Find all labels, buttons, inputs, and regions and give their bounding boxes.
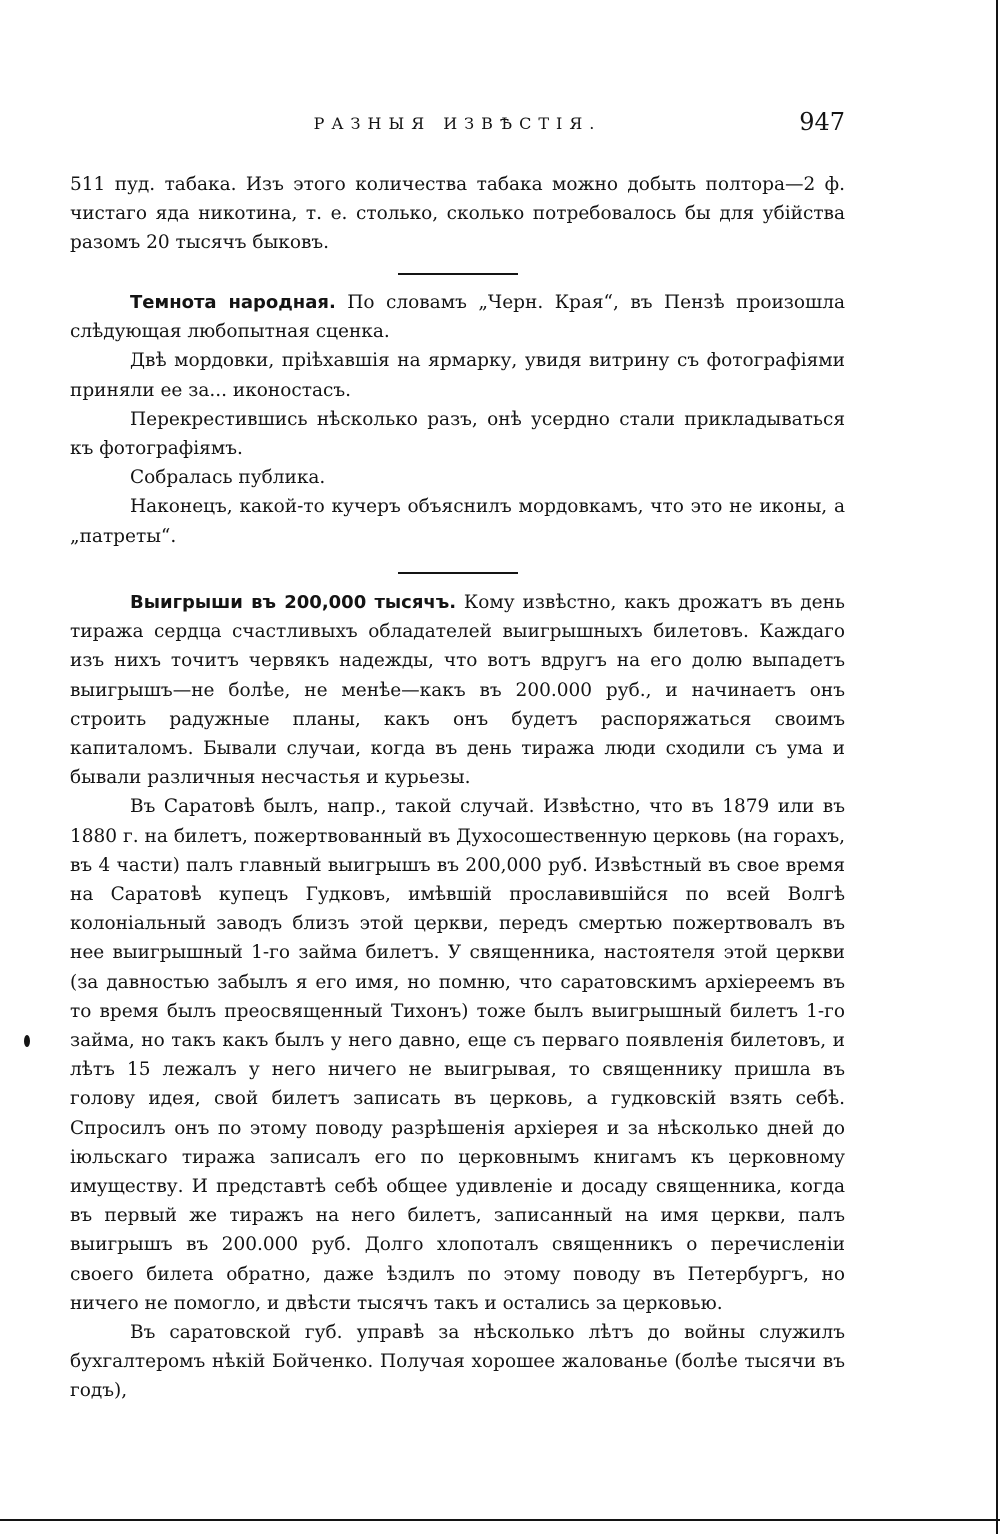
scan-right-edge (996, 0, 998, 1534)
article-winnings (70, 588, 845, 1406)
article-darkness-p3: Перекрестившись нѣсколько разъ, онѣ усердно стали прикладываться къ фотографіямъ. (70, 408, 845, 460)
separator-1-wrap (70, 273, 845, 275)
article-darkness-p5: Наконецъ, какой-то кучеръ объяснилъ мордовкамъ, что это не иконы, а „патреты“. (70, 496, 845, 547)
section-separator (398, 572, 518, 574)
separator-2-wrap (70, 572, 845, 574)
intro-block (70, 170, 845, 258)
page-header (70, 108, 845, 138)
article-darkness (70, 288, 845, 551)
article-darkness-p1-text: По словамъ „Черн. Края“, въ Пензѣ произошла слѣдующая любопытная сценка. (70, 292, 845, 343)
article-winnings-p1-text: Кому извѣстно, какъ дрожатъ въ день тиража сердца счастливыхъ обладателей выигрышныхъ билетовъ. Каждаго изъ нихъ точитъ червякъ надежды, что вотъ вдругъ на его долю выпадетъ выигрышъ—не болѣе, не менѣе—какъ въ 200.000 руб., и начинаетъ онъ строить радужные планы, какъ онъ будетъ распоряжаться своимъ капиталомъ. Бывали случаи, когда въ день тиража люди сходили съ ума и бывали различныя несчастья и курьезы. (70, 592, 846, 789)
article-darkness-p1 (70, 288, 845, 346)
article-winnings-title: Выигрыши въ 200,000 тысячъ. (130, 592, 457, 613)
running-title: РАЗНЫЯ ИЗВѢСТІЯ. (313, 114, 602, 133)
margin-ink-mark (24, 1035, 30, 1047)
page-number: 947 (799, 108, 845, 136)
article-darkness-title: Темнота народная. (130, 292, 336, 313)
scan-bottom-edge (0, 1519, 1000, 1521)
article-winnings-p1 (70, 588, 845, 792)
intro-paragraph: 511 пуд. табака. Изъ этого количества табака можно добыть полтора—2 ф. чистаго яда никотина, т. е. столько, сколько потребовалось бы для убійства разомъ 20 тысячъ быковъ. (70, 174, 845, 254)
article-winnings-p2: Въ Саратовѣ былъ, напр., такой случай. Извѣстно, что въ 1879 или въ 1880 г. на билетъ, пожертвованный въ Духосошественную церковь (на горахъ, въ 4 части) палъ главный выигрышъ въ 200,000 руб. Извѣстный въ свое время на Саратовѣ купецъ Гудковъ, имѣвшій прославившійся по всей Волгѣ колоніальный заводъ близъ этой церкви, передъ смертью пожертвовалъ въ нее выигрышный 1-го займа билетъ. У священника, настоятеля этой церкви (за давностью забылъ я его имя, но помню, что саратовскимъ архіереемъ въ то время былъ преосвященный Тихонъ) тоже былъ выигрышный билетъ 1-го займа, но такъ какъ былъ у него давно, еще съ перваго появленія билетовъ, и лѣтъ 15 лежалъ у него ничего не выигрывая, то священнику пришла въ голову идея, свой билетъ записать въ церковь, а гудковскій взять себѣ. Спросилъ онъ по этому поводу разрѣшенія архіерея и за нѣсколько дней до іюльскаго тиража записалъ его по церковнымъ книгамъ къ церковному имуществу. И представтѣ себѣ общее удивленіе и досаду священника, когда въ первый же тиражъ на него билетъ, записанный на имя церкви, палъ выигрышъ въ 200.000 руб. Долго хлопоталъ священникъ о перечисленіи своего билета обратно, даже ѣздилъ по этому поводу въ Петербургъ, но ничего не помогло, и двѣсти тысячъ такъ и остались за церковью. (70, 796, 845, 1314)
section-separator (398, 273, 518, 275)
article-darkness-p2: Двѣ мордовки, пріѣхавшія на ярмарку, увидя витрину съ фотографіями приняли ее за... иконостасъ. (70, 350, 845, 401)
article-darkness-p4: Собралась публика. (130, 467, 326, 489)
article-winnings-p3: Въ саратовской губ. управѣ за нѣсколько лѣтъ до войны служилъ бухгалтеромъ нѣкій Бойченко. Получая хорошее жалованье (болѣе тысячи въ годъ), (70, 1322, 845, 1402)
